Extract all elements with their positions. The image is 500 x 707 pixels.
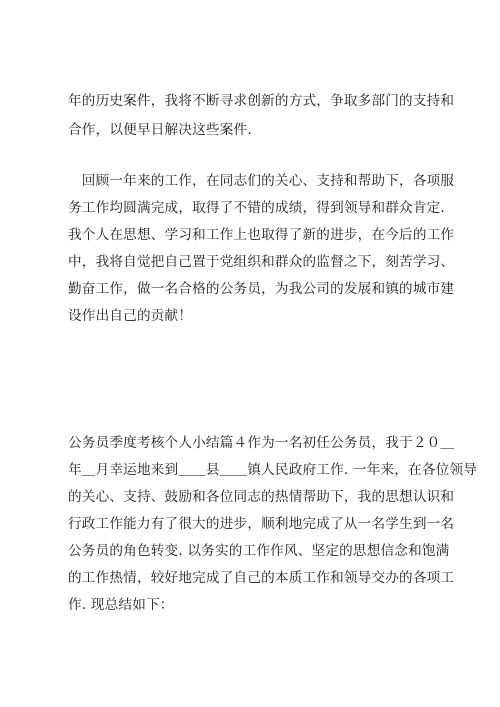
text-line: 中，我将自觉把自己置于党组织和群众的监督之下，刻苦学习、 [68, 254, 455, 270]
text-line: 公务员的角色转变. 以务实的工作作风、坚定的思想信念和饱满 [68, 543, 450, 559]
text-line: 作. 现总结如下： [68, 597, 174, 613]
text-line: 合作，以便早日解决这些案件. [68, 122, 252, 138]
text-line: 年＿月幸运地来到＿＿县＿＿镇人民政府工作. 一年来，在各位领导 [68, 462, 478, 478]
text-line: 我个人在思想、学习和工作上也取得了新的进步，在今后的工作 [68, 227, 455, 243]
text-line: 年的历史案件，我将不断寻求创新的方式，争取多部门的支持和 [68, 93, 455, 109]
text-line: 的工作热情，较好地完成了自己的本质工作和领导交办的各项工 [68, 570, 455, 586]
text-line: 设作出自己的贡献！ [68, 308, 193, 324]
text-line: 回顾一年来的工作，在同志们的关心、支持和帮助下，各项服 [68, 173, 455, 189]
text-line: 行政工作能力有了很大的进步，顺利地完成了从一名学生到一名 [68, 516, 455, 532]
text-line: 务工作均圆满完成，取得了不错的成绩，得到领导和群众肯定. [68, 200, 445, 216]
text-line: 公务员季度考核个人小结篇４作为一名初任公务员，我于２０＿ [68, 435, 455, 451]
text-line: 勤奋工作，做一名合格的公务员，为我公司的发展和镇的城市建 [68, 281, 455, 297]
text-line: 的关心、支持、鼓励和各位同志的热情帮助下，我的思想认识和 [68, 489, 455, 505]
